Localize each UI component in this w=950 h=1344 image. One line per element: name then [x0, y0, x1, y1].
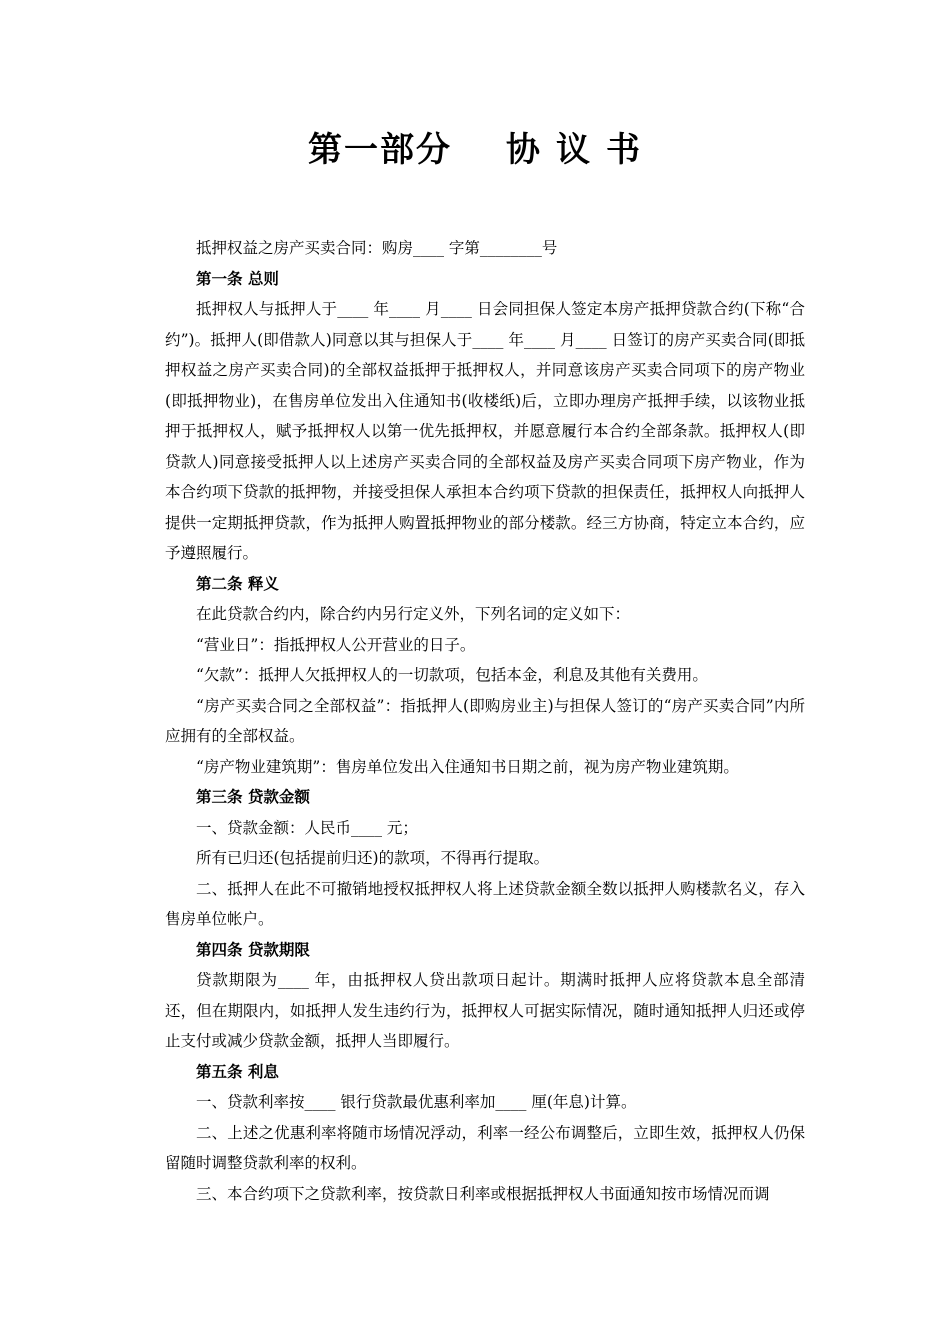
paragraph: 贷款期限为____ 年，由抵押权人贷出款项日起计。期满时抵押人应将贷款本息全部清还，但在期限内，如抵押人发生违约行为，抵押权人可据实际情况，随时通知抵押人归还或停止支付或减少贷款金额，抵押人当即履行。	[165, 971, 805, 1050]
section-heading: 第四条 贷款期限	[196, 940, 310, 959]
section-heading: 第一条 总则	[196, 269, 279, 288]
paragraph: 二、上述之优惠利率将随市场情况浮动，利率一经公布调整后，立即生效，抵押权人仍保留随时调整贷款利率的权利。	[165, 1123, 805, 1172]
section-2	[165, 569, 805, 783]
title-word-1: 协	[506, 130, 542, 170]
paragraph: 所有已归还(包括提前归还)的款项，不得再行提取。	[196, 849, 550, 867]
paragraph: 一、贷款利率按____ 银行贷款最优惠利率加____ 厘(年息)计算。	[196, 1093, 637, 1111]
paragraph: “营业日”：指抵押权人公开营业的日子。	[196, 635, 476, 654]
section-4	[165, 935, 805, 1057]
section-heading: 第二条 释义	[196, 574, 279, 593]
paragraph: “房产买卖合同之全部权益”：指抵押人(即购房业主)与担保人签订的“房产买卖合同”内所应拥有的全部权益。	[165, 696, 805, 745]
section-3	[165, 782, 805, 935]
paragraph: 抵押权人与抵押人于____ 年____ 月____ 日会同担保人签定本房产抵押贷款合约(下称“合约”)。抵押人(即借款人)同意以其与担保人于____ 年____ 月____ 日签订的房产买卖合同(即抵押权益之房产买卖合同)的全部权益抵押于抵押权人，并同意该房产买卖合同项下的房产物业(即抵押物业)，在售房单位发出入住通知书(收楼纸)后，立即办理房产抵押手续，以该物业抵押于抵押权人，赋予抵押权人以第一优先抵押权，并愿意履行本合约全部条款。抵押权人(即贷款人)同意接受抵押人以上述房产买卖合同的全部权益及房产买卖合同项下房产物业，作为本合约项下贷款的抵押物，并接受担保人承担本合约项下贷款的担保责任，抵押权人向抵押人提供一定期抵押贷款，作为抵押人购置抵押物业的部分楼款。经三方协商，特定立本合约，应予遵照履行。	[165, 300, 805, 562]
paragraph: “欠款”：抵押人欠抵押权人的一切款项，包括本金，利息及其他有关费用。	[196, 666, 708, 684]
paragraph: 一、贷款金额：人民币____ 元；	[196, 818, 418, 837]
section-1	[165, 264, 805, 569]
contract-reference: 抵押权益之房产买卖合同：购房____ 字第________号	[196, 239, 558, 257]
section-5	[165, 1057, 805, 1210]
document-body	[165, 233, 805, 1209]
paragraph: 三、本合约项下之贷款利率，按贷款日利率或根据抵押权人书面通知按市场情况而调	[196, 1184, 770, 1203]
title-word-2: 议	[556, 130, 592, 170]
paragraph: 在此贷款合约内，除合约内另行定义外，下列名词的定义如下：	[196, 605, 631, 623]
paragraph: “房产物业建筑期”：售房单位发出入住通知书日期之前，视为房产物业建筑期。	[196, 757, 739, 776]
document-title	[0, 122, 950, 171]
title-word-3: 书	[606, 130, 642, 170]
paragraph: 二、抵押人在此不可撤销地授权抵押权人将上述贷款金额全数以抵押人购楼款名义，存入售房单位帐户。	[165, 879, 805, 928]
section-heading: 第三条 贷款金额	[196, 788, 310, 806]
title-part: 第一部分	[308, 130, 452, 170]
section-heading: 第五条 利息	[196, 1062, 279, 1081]
